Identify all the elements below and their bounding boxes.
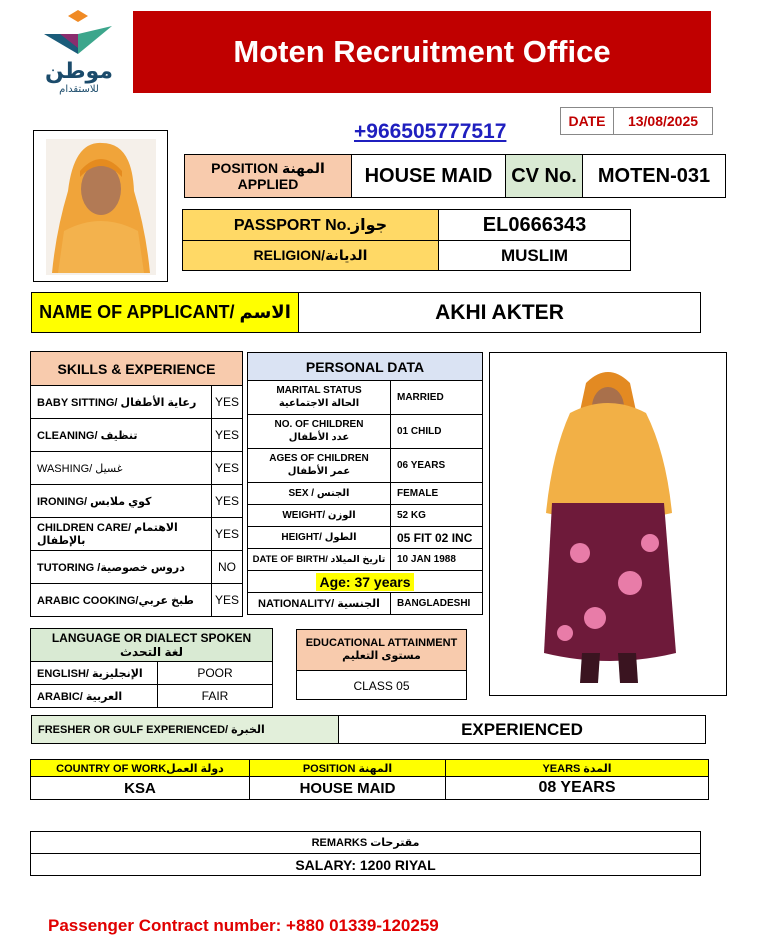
table-row xyxy=(31,685,273,708)
logo-subtext: للاستقدام xyxy=(59,84,99,95)
full-body-portrait-icon xyxy=(490,353,726,695)
table-row xyxy=(31,386,243,419)
date-box xyxy=(560,107,713,135)
cv-value: MOTEN-031 xyxy=(597,164,711,187)
sex-label: SEX / الجنس xyxy=(248,483,391,505)
language-value: POOR xyxy=(158,662,273,685)
education-title-ar: مستوى التعليم xyxy=(342,650,421,662)
experience-row xyxy=(31,715,706,744)
work-history-table xyxy=(30,759,709,800)
language-title xyxy=(31,629,273,662)
skill-label: CHILDREN CARE/ الاهتمام بالإطفال xyxy=(31,518,212,551)
marital-label xyxy=(248,381,391,415)
skills-table xyxy=(30,351,243,617)
marital-label-ar: الحالة الاجتماعية xyxy=(278,397,360,409)
marital-label-en: MARITAL STATUS xyxy=(276,385,362,396)
position-value: HOUSE MAID xyxy=(352,155,506,197)
ages-label-en: AGES OF CHILDREN xyxy=(269,453,369,464)
skill-label: IRONING/ كوي ملابس xyxy=(31,485,212,518)
children-label xyxy=(248,415,391,449)
language-label: ENGLISH/ الإنجليزية xyxy=(31,662,158,685)
skill-label: WASHING/ غسيل xyxy=(31,452,212,485)
language-title-ar: لغة التحدث xyxy=(119,645,184,659)
skill-value: YES xyxy=(212,518,243,551)
religion-value: MUSLIM xyxy=(439,241,631,271)
language-table xyxy=(30,628,273,708)
remarks-table xyxy=(30,831,701,876)
table-row xyxy=(248,527,483,549)
table-row xyxy=(31,662,273,685)
skills-title: SKILLS & EXPERIENCE xyxy=(31,352,243,386)
table-row xyxy=(31,777,709,800)
skill-value: YES xyxy=(212,485,243,518)
applicant-photo-small xyxy=(33,130,168,282)
ages-label xyxy=(248,449,391,483)
personal-data-title: PERSONAL DATA xyxy=(248,353,483,381)
remarks-value: SALARY: 1200 RIYAL xyxy=(31,854,701,876)
sex-value: FEMALE xyxy=(391,483,483,505)
portrait-icon xyxy=(34,131,167,281)
table-row xyxy=(31,485,243,518)
logo-arabic-text: موطن xyxy=(45,58,113,83)
remarks-title: REMARKS مقترحات xyxy=(31,832,701,854)
applicant-name-row xyxy=(31,292,701,333)
religion-label: RELIGION/الديانة xyxy=(183,241,439,271)
children-value: 01 CHILD xyxy=(391,415,483,449)
phone-number[interactable]: +966505777517 xyxy=(354,120,507,143)
applicant-photo-full xyxy=(489,352,727,696)
age-text: Age: 37 years xyxy=(316,573,413,591)
table-row xyxy=(248,449,483,483)
contract-number: Passenger Contract number: +880 01339-120259 xyxy=(48,916,439,935)
education-title-en: EDUCATIONAL ATTAINMENT xyxy=(305,637,458,650)
work-country: KSA xyxy=(31,777,250,800)
passport-value: EL0666343 xyxy=(439,210,631,241)
work-years-header: YEARS المدة xyxy=(446,760,709,777)
skill-value: YES xyxy=(212,419,243,452)
cv-label: CV No. xyxy=(506,155,583,197)
position-row xyxy=(184,154,726,198)
skill-label: CLEANING/ تنظيف xyxy=(31,419,212,452)
applicant-name-label: NAME OF APPLICANT/ الاسم xyxy=(32,293,299,332)
ages-label-ar: عمر الأطفال xyxy=(287,465,351,477)
table-row xyxy=(248,415,483,449)
marital-value: MARRIED xyxy=(391,381,483,415)
children-label-ar: عدد الأطفال xyxy=(288,431,350,443)
skill-value: NO xyxy=(212,551,243,584)
skill-label: ARABIC COOKING/طبخ عربي xyxy=(31,584,212,617)
skill-value: YES xyxy=(212,584,243,617)
weight-value: 52 KG xyxy=(391,505,483,527)
experience-label: FRESHER OR GULF EXPERIENCED/ الخبرة xyxy=(32,716,339,743)
table-row xyxy=(248,549,483,571)
table-row xyxy=(31,584,243,617)
passport-table xyxy=(182,209,631,271)
position-label xyxy=(185,155,352,197)
passport-label: PASSPORT No.جواز xyxy=(183,210,439,241)
table-row xyxy=(248,593,483,615)
experience-value: EXPERIENCED xyxy=(461,719,583,739)
education-title xyxy=(297,630,466,671)
nationality-label: NATIONALITY/ الجنسية xyxy=(248,593,391,615)
work-country-header: COUNTRY OF WORKدولة العمل xyxy=(31,760,250,777)
language-label: ARABIC/ العربية xyxy=(31,685,158,708)
skill-value: YES xyxy=(212,452,243,485)
skill-label: BABY SITTING/ رعاية الأطفال xyxy=(31,386,212,419)
nationality-value: BANGLADESHI xyxy=(391,593,483,615)
skill-label: TUTORING /دروس خصوصية xyxy=(31,551,212,584)
ages-value: 06 YEARS xyxy=(391,449,483,483)
table-row xyxy=(248,483,483,505)
dob-label: DATE OF BIRTH/ تاريخ الميلاد xyxy=(248,549,391,571)
education-box xyxy=(296,629,467,700)
table-row xyxy=(31,419,243,452)
work-years: 08 YEARS xyxy=(446,777,709,800)
height-value: 05 FIT 02 INC xyxy=(391,527,483,549)
position-label-line1: POSITION المهنة xyxy=(211,159,325,176)
age-cell xyxy=(248,571,483,593)
weight-label: WEIGHT/ الوزن xyxy=(248,505,391,527)
date-value: 13/08/2025 xyxy=(627,113,699,129)
language-value: FAIR xyxy=(158,685,273,708)
table-row xyxy=(248,381,483,415)
table-row xyxy=(31,518,243,551)
skill-value: YES xyxy=(212,386,243,419)
dob-value: 10 JAN 1988 xyxy=(391,549,483,571)
work-position: HOUSE MAID xyxy=(250,777,446,800)
height-label: HEIGHT/ الطول xyxy=(248,527,391,549)
table-row xyxy=(31,551,243,584)
date-label: DATE xyxy=(561,108,614,134)
table-row xyxy=(248,505,483,527)
language-title-en: LANGUAGE OR DIALECT SPOKEN xyxy=(51,630,252,645)
children-label-en: NO. OF CHILDREN xyxy=(274,419,364,430)
position-label-line2: APPLIED xyxy=(237,176,299,192)
page-title: Moten Recruitment Office xyxy=(133,11,711,93)
table-row xyxy=(31,452,243,485)
applicant-name-value: AKHI AKTER xyxy=(435,300,564,324)
education-value: CLASS 05 xyxy=(353,679,410,693)
work-position-header: POSITION المهنة xyxy=(250,760,446,777)
personal-data-table xyxy=(247,352,483,615)
company-logo xyxy=(38,8,118,98)
